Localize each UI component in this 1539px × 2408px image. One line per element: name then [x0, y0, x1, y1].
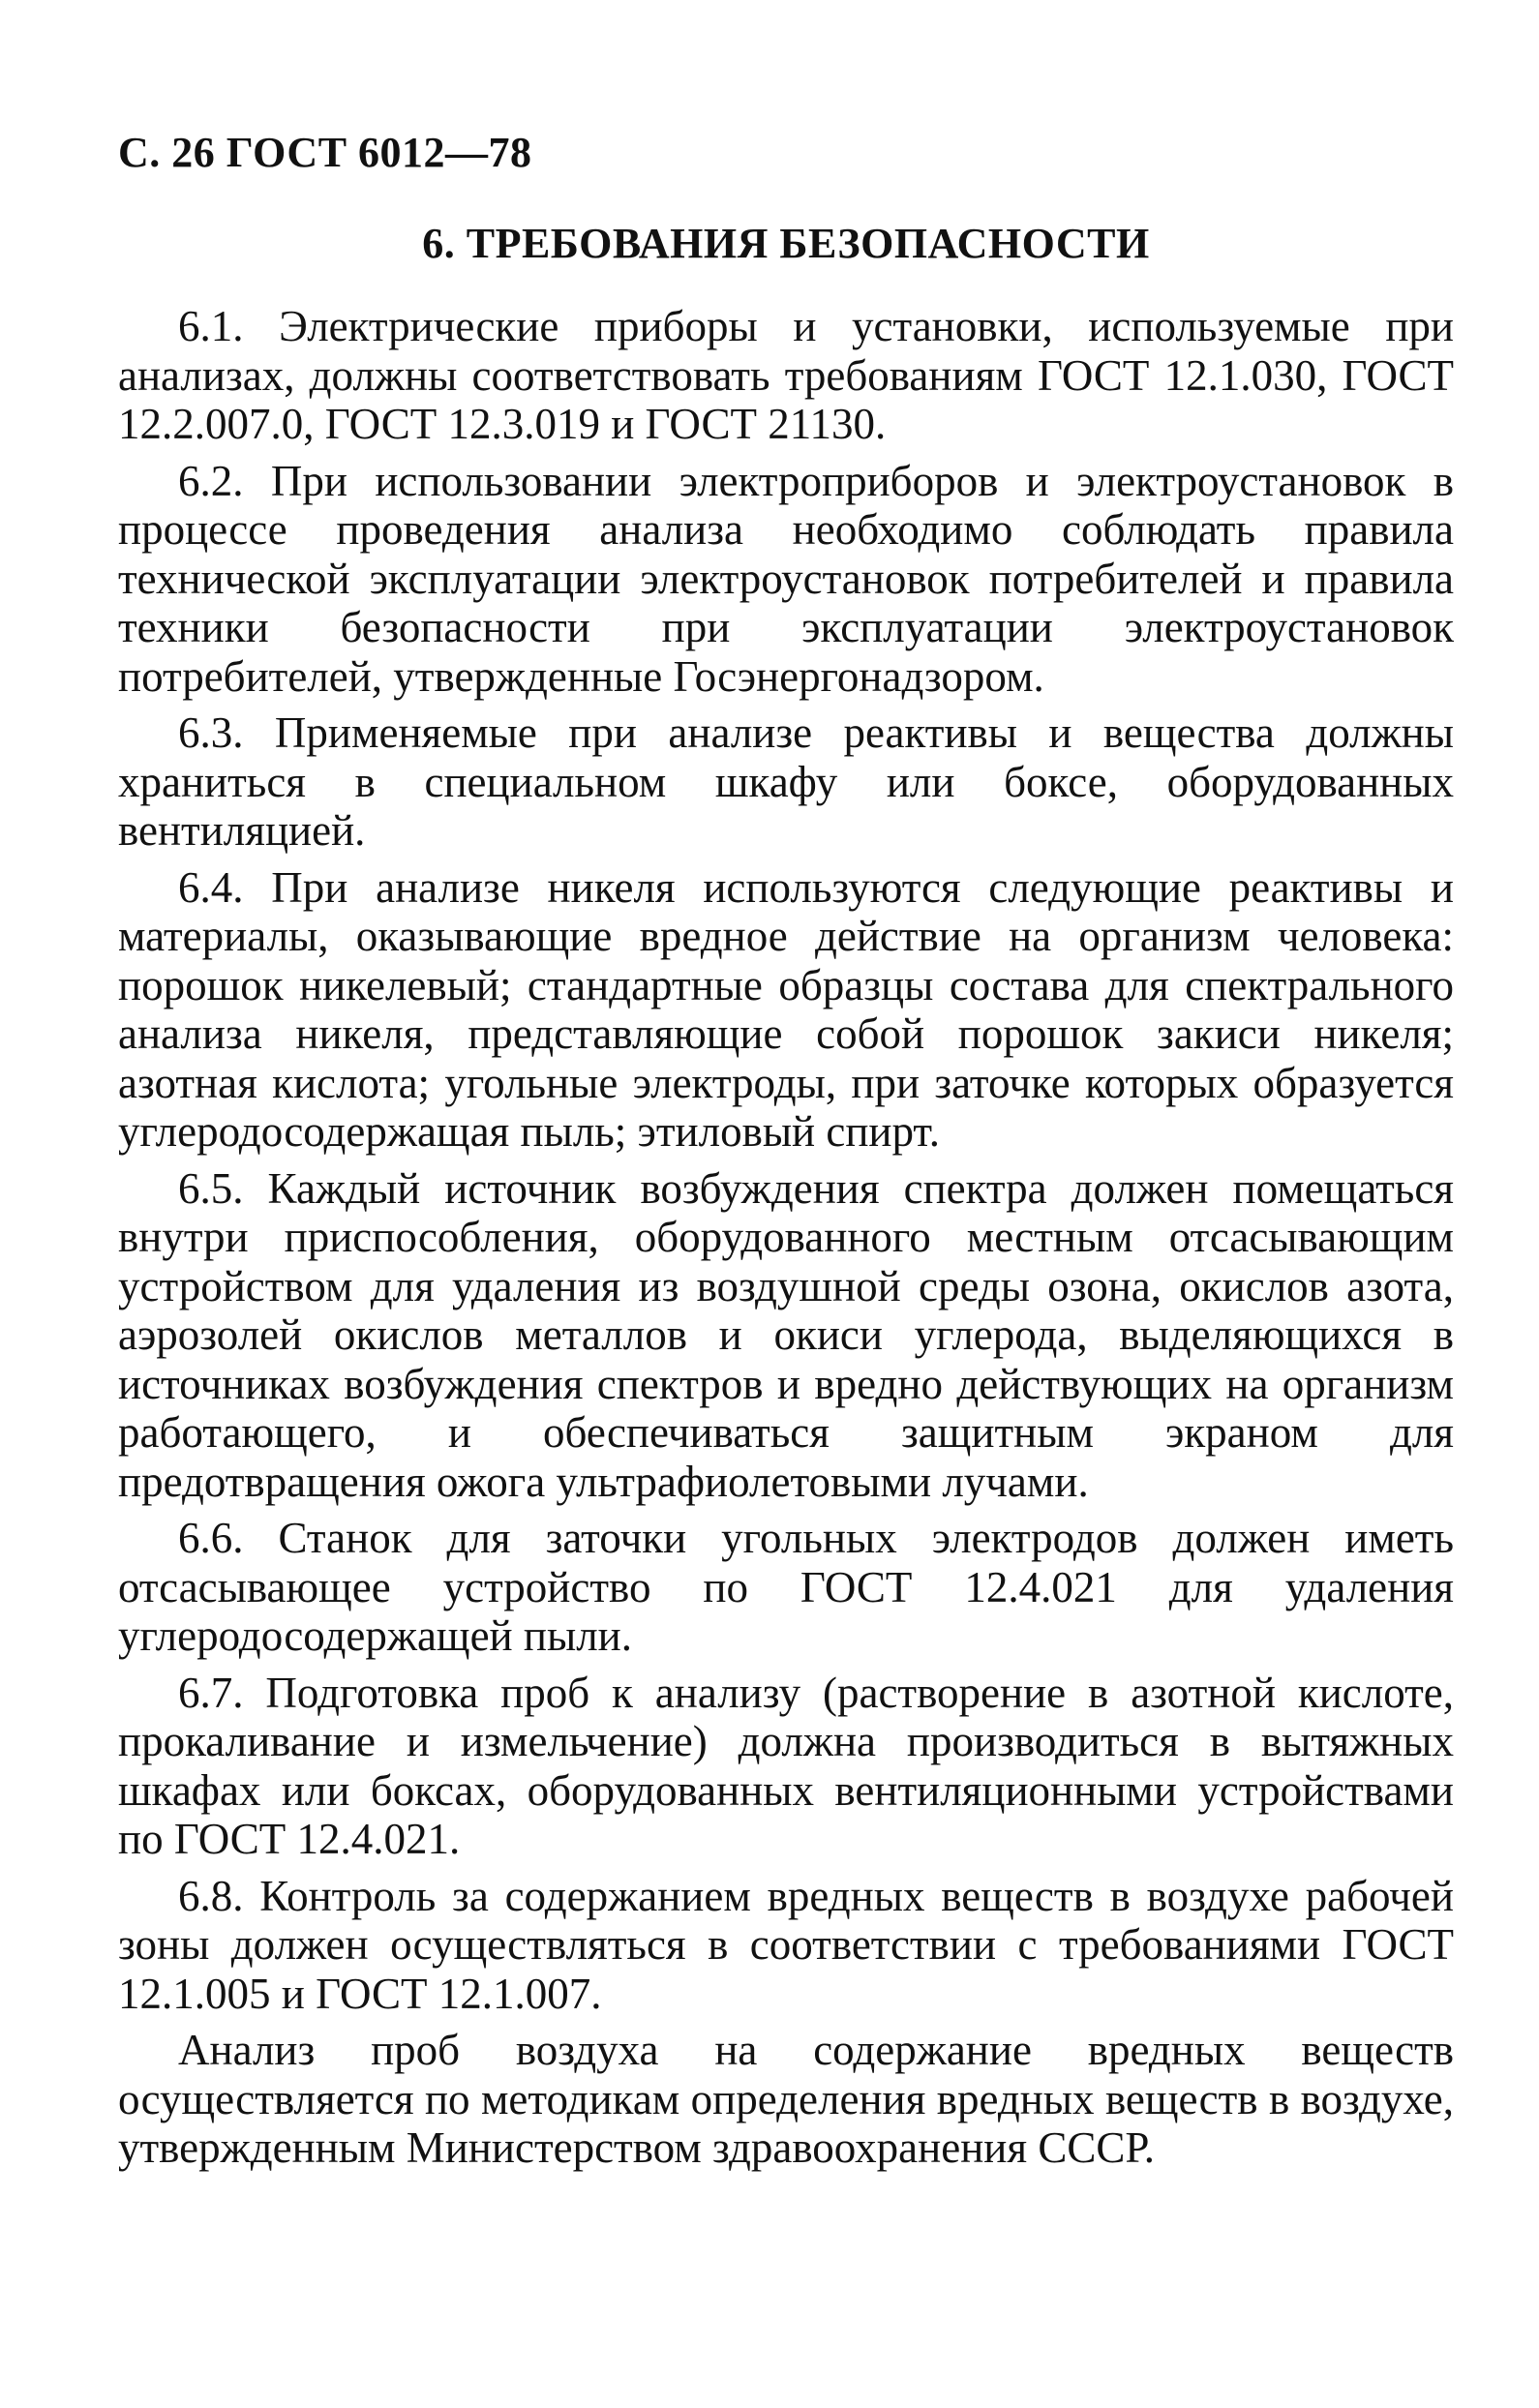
paragraph-6-1: 6.1. Электрические приборы и установки, используемые при анализах, должны соответствовать требованиям ГОСТ 12.1.030, ГОСТ 12.2.007.0, ГОСТ 12.3.019 и ГОСТ 21130.	[118, 302, 1454, 448]
document-page	[118, 128, 1454, 2181]
paragraph-6-2: 6.2. При использовании электроприборов и электроустановок в процессе проведения анализа необходимо соблюдать правила технической эксплуатации электроустановок потребителей и правила техники безопасности при эксплуатации электроустановок потребителей, утвержденные Госэнергонадзором.	[118, 456, 1454, 701]
paragraph-6-8: 6.8. Контроль за содержанием вредных веществ в воздухе рабочей зоны должен осуществляться в соответствии с требованиями ГОСТ 12.1.005 и ГОСТ 12.1.007.	[118, 1871, 1454, 2018]
paragraph-6-7: 6.7. Подготовка проб к анализу (растворение в азотной кислоте, прокаливание и измельчение) должна производиться в вытяжных шкафах или боксах, оборудованных вентиляционными устройствами по ГОСТ 12.4.021.	[118, 1668, 1454, 1863]
paragraph-6-5: 6.5. Каждый источник возбуждения спектра должен помещаться внутри приспособления, оборудованного местным отсасывающим устройством для удаления из воздушной среды озона, окислов азота, аэрозолей окислов металлов и окиси углерода, выделяющихся в источниках возбуждения спектров и вредно действующих на организм работающего, и обеспечиваться защитным экраном для предотвращения ожога ультрафиолетовыми лучами.	[118, 1163, 1454, 1506]
paragraph-6-3: 6.3. Применяемые при анализе реактивы и вещества должны храниться в специальном шкафу или боксе, оборудованных вентиляцией.	[118, 708, 1454, 855]
section-title: 6. ТРЕБОВАНИЯ БЕЗОПАСНОСТИ	[422, 220, 1150, 267]
paragraph-6-6: 6.6. Станок для заточки угольных электродов должен иметь отсасывающее устройство по ГОСТ 12.4.021 для удаления углеродосодержащей пыли.	[118, 1514, 1454, 1660]
paragraph-6-4: 6.4. При анализе никеля используются следующие реактивы и материалы, оказывающие вредное действие на организм человека: порошок никелевый; стандартные образцы состава для спектрального анализа никеля, представляющие собой порошок закиси никеля; азотная кислота; угольные электроды, при заточке которых образуется углеродосодержащая пыль; этиловый спирт.	[118, 862, 1454, 1156]
page-header: С. 26 ГОСТ 6012—78	[118, 129, 532, 176]
paragraph-air-analysis: Анализ проб воздуха на содержание вредных веществ осуществляется по методикам определения вредных веществ в воздухе, утвержденным Министерством здравоохранения СССР.	[118, 2026, 1454, 2172]
